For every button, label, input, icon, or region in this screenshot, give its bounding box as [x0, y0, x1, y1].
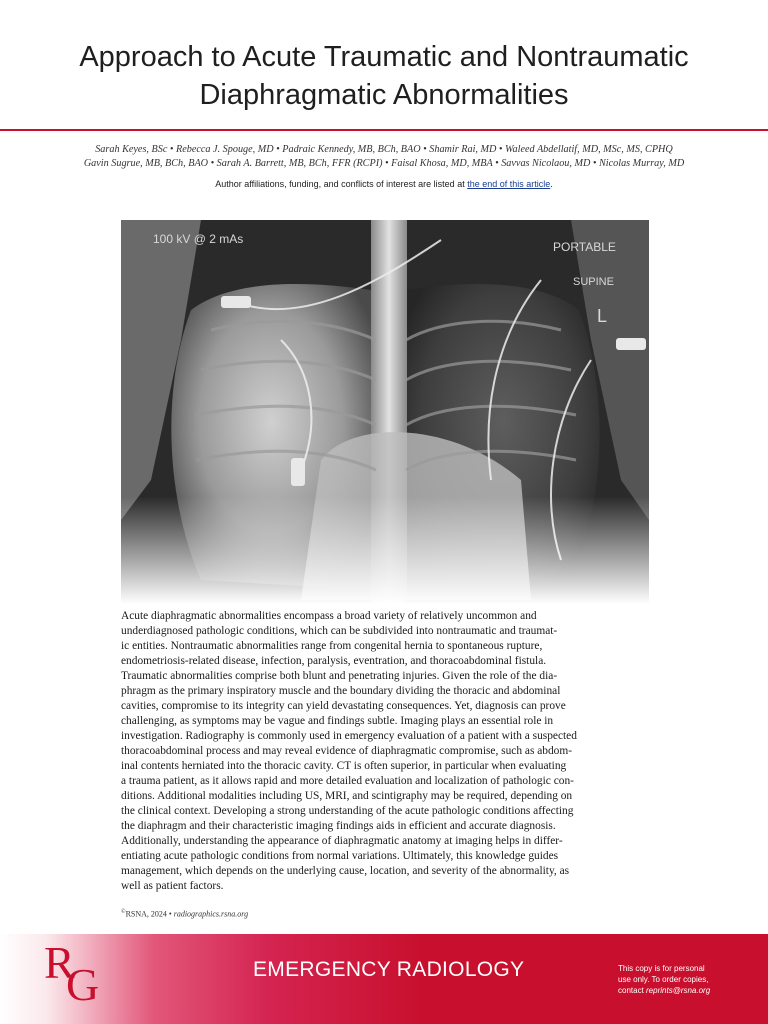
abstract-line: underdiagnosed pathologic conditions, which can be subdivided into nontraumatic and traumat- — [121, 625, 558, 637]
abstract — [121, 609, 649, 894]
copyright-symbol: © — [121, 909, 126, 915]
notice-line-2: use only. To order copies, — [618, 975, 709, 984]
author-line-2: Gavin Sugrue, MB, BCh, BAO • Sarah A. Barrett, MB, BCh, FFR (RCPI) • Faisal Khosa, MD, MBA • Savvas Nicolaou, MD • Nicolas Murray, MD — [83, 158, 685, 169]
copyright-line — [121, 909, 248, 919]
notice-line-3: contact reprints@rsna.org — [618, 986, 711, 995]
abstract-line: the diaphragm and their characteristic imaging findings aids in efficient and accurate diagnosis. — [121, 820, 556, 832]
svg-text:G: G — [66, 959, 100, 1004]
svg-text:R: R — [44, 938, 75, 988]
radiograph-image — [121, 220, 649, 604]
author-list — [0, 143, 768, 171]
xray-side-marker: L — [597, 306, 608, 326]
end-of-article-link[interactable]: the end of this article — [467, 179, 551, 189]
abstract-line: Traumatic abnormalities comprise both blunt and penetrating injuries. Given the role of the dia- — [121, 670, 558, 682]
title-line-1: Approach to Acute Traumatic and Nontraumatic — [79, 41, 689, 73]
abstract-line: phragm as the primary inspiratory muscle and the boundary dividing the thoracic and abdominal — [121, 685, 561, 697]
abstract-line: Additionally, understanding the appearance of diaphragmatic anatomy at imaging helps in differ- — [121, 835, 563, 847]
journal-site: radiographics.rsna.org — [173, 909, 249, 919]
affiliation-prefix: Author affiliations, funding, and conflicts of interest are listed at — [215, 179, 468, 189]
abstract-line: endometriosis-related disease, infection, paralysis, eventration, and thoracoabdominal fistula. — [121, 655, 547, 667]
abstract-line: ditions. Additional modalities including US, MRI, and scintigraphy may be required, depending on — [121, 790, 573, 802]
section-label: EMERGENCY RADIOLOGY — [253, 958, 525, 981]
rg-monogram-logo — [42, 938, 112, 1004]
title-divider — [0, 129, 768, 131]
abstract-line: the clinical context. Developing a strong understanding of the acute pathologic conditions affecting — [121, 805, 574, 817]
abstract-line: a trauma patient, as it allows rapid and more detailed evaluation and localization of pathologic con- — [121, 775, 574, 787]
article-title — [0, 38, 768, 114]
author-line-1: Sarah Keyes, BSc • Rebecca J. Spouge, MD • Padraic Kennedy, MB, BCh, BAO • Shamir Rai, MD • Waleed Abdellatif, MD, MSc, MS, CPHQ — [95, 144, 673, 155]
abstract-line: ic entities. Nontraumatic abnormalities range from congenital hernia to spontaneous rupture, — [121, 640, 543, 652]
abstract-line: inal contents herniated into the thoracic cavity. CT is often superior, in particular when evaluating — [121, 760, 567, 772]
abstract-line: investigation. Radiography is commonly used in emergency evaluation of a patient with a suspected — [121, 730, 577, 742]
title-line-2: Diaphragmatic Abnormalities — [199, 79, 569, 111]
chest-radiograph — [121, 220, 649, 604]
abstract-line: management, which depends on the underlying cause, location, and severity of the abnormality, as — [121, 865, 570, 877]
reprints-email-link[interactable]: reprints@rsna.org — [646, 986, 711, 995]
abstract-line: Acute diaphragmatic abnormalities encompass a broad variety of relatively uncommon and — [121, 610, 537, 622]
xray-exposure-label: 100 kV @ 2 mAs — [153, 232, 244, 246]
abstract-line: cavities, compromise to its integrity can yield devastating consequences. Yet, diagnosis can prove — [121, 700, 566, 712]
copyright-text: RSNA, 2024 • — [125, 909, 174, 919]
abstract-line: entiating acute pathologic conditions from normal variations. Ultimately, this knowledge guides — [121, 850, 559, 862]
abstract-line: challenging, as symptoms may be vague and findings subtle. Imaging plays an essential role in — [121, 715, 554, 727]
affiliation-note — [0, 179, 768, 189]
xray-portable-label: PORTABLE — [553, 240, 616, 254]
notice-line-1: This copy is for personal — [618, 964, 705, 973]
abstract-line: well as patient factors. — [121, 880, 224, 892]
affiliation-suffix: . — [550, 179, 553, 189]
xray-supine-label: SUPINE — [573, 276, 614, 288]
rg-logo-icon — [42, 938, 112, 1004]
copy-notice — [618, 963, 748, 996]
abstract-line: thoracoabdominal process and may reveal evidence of diaphragmatic compromise, such as abdom- — [121, 745, 573, 757]
